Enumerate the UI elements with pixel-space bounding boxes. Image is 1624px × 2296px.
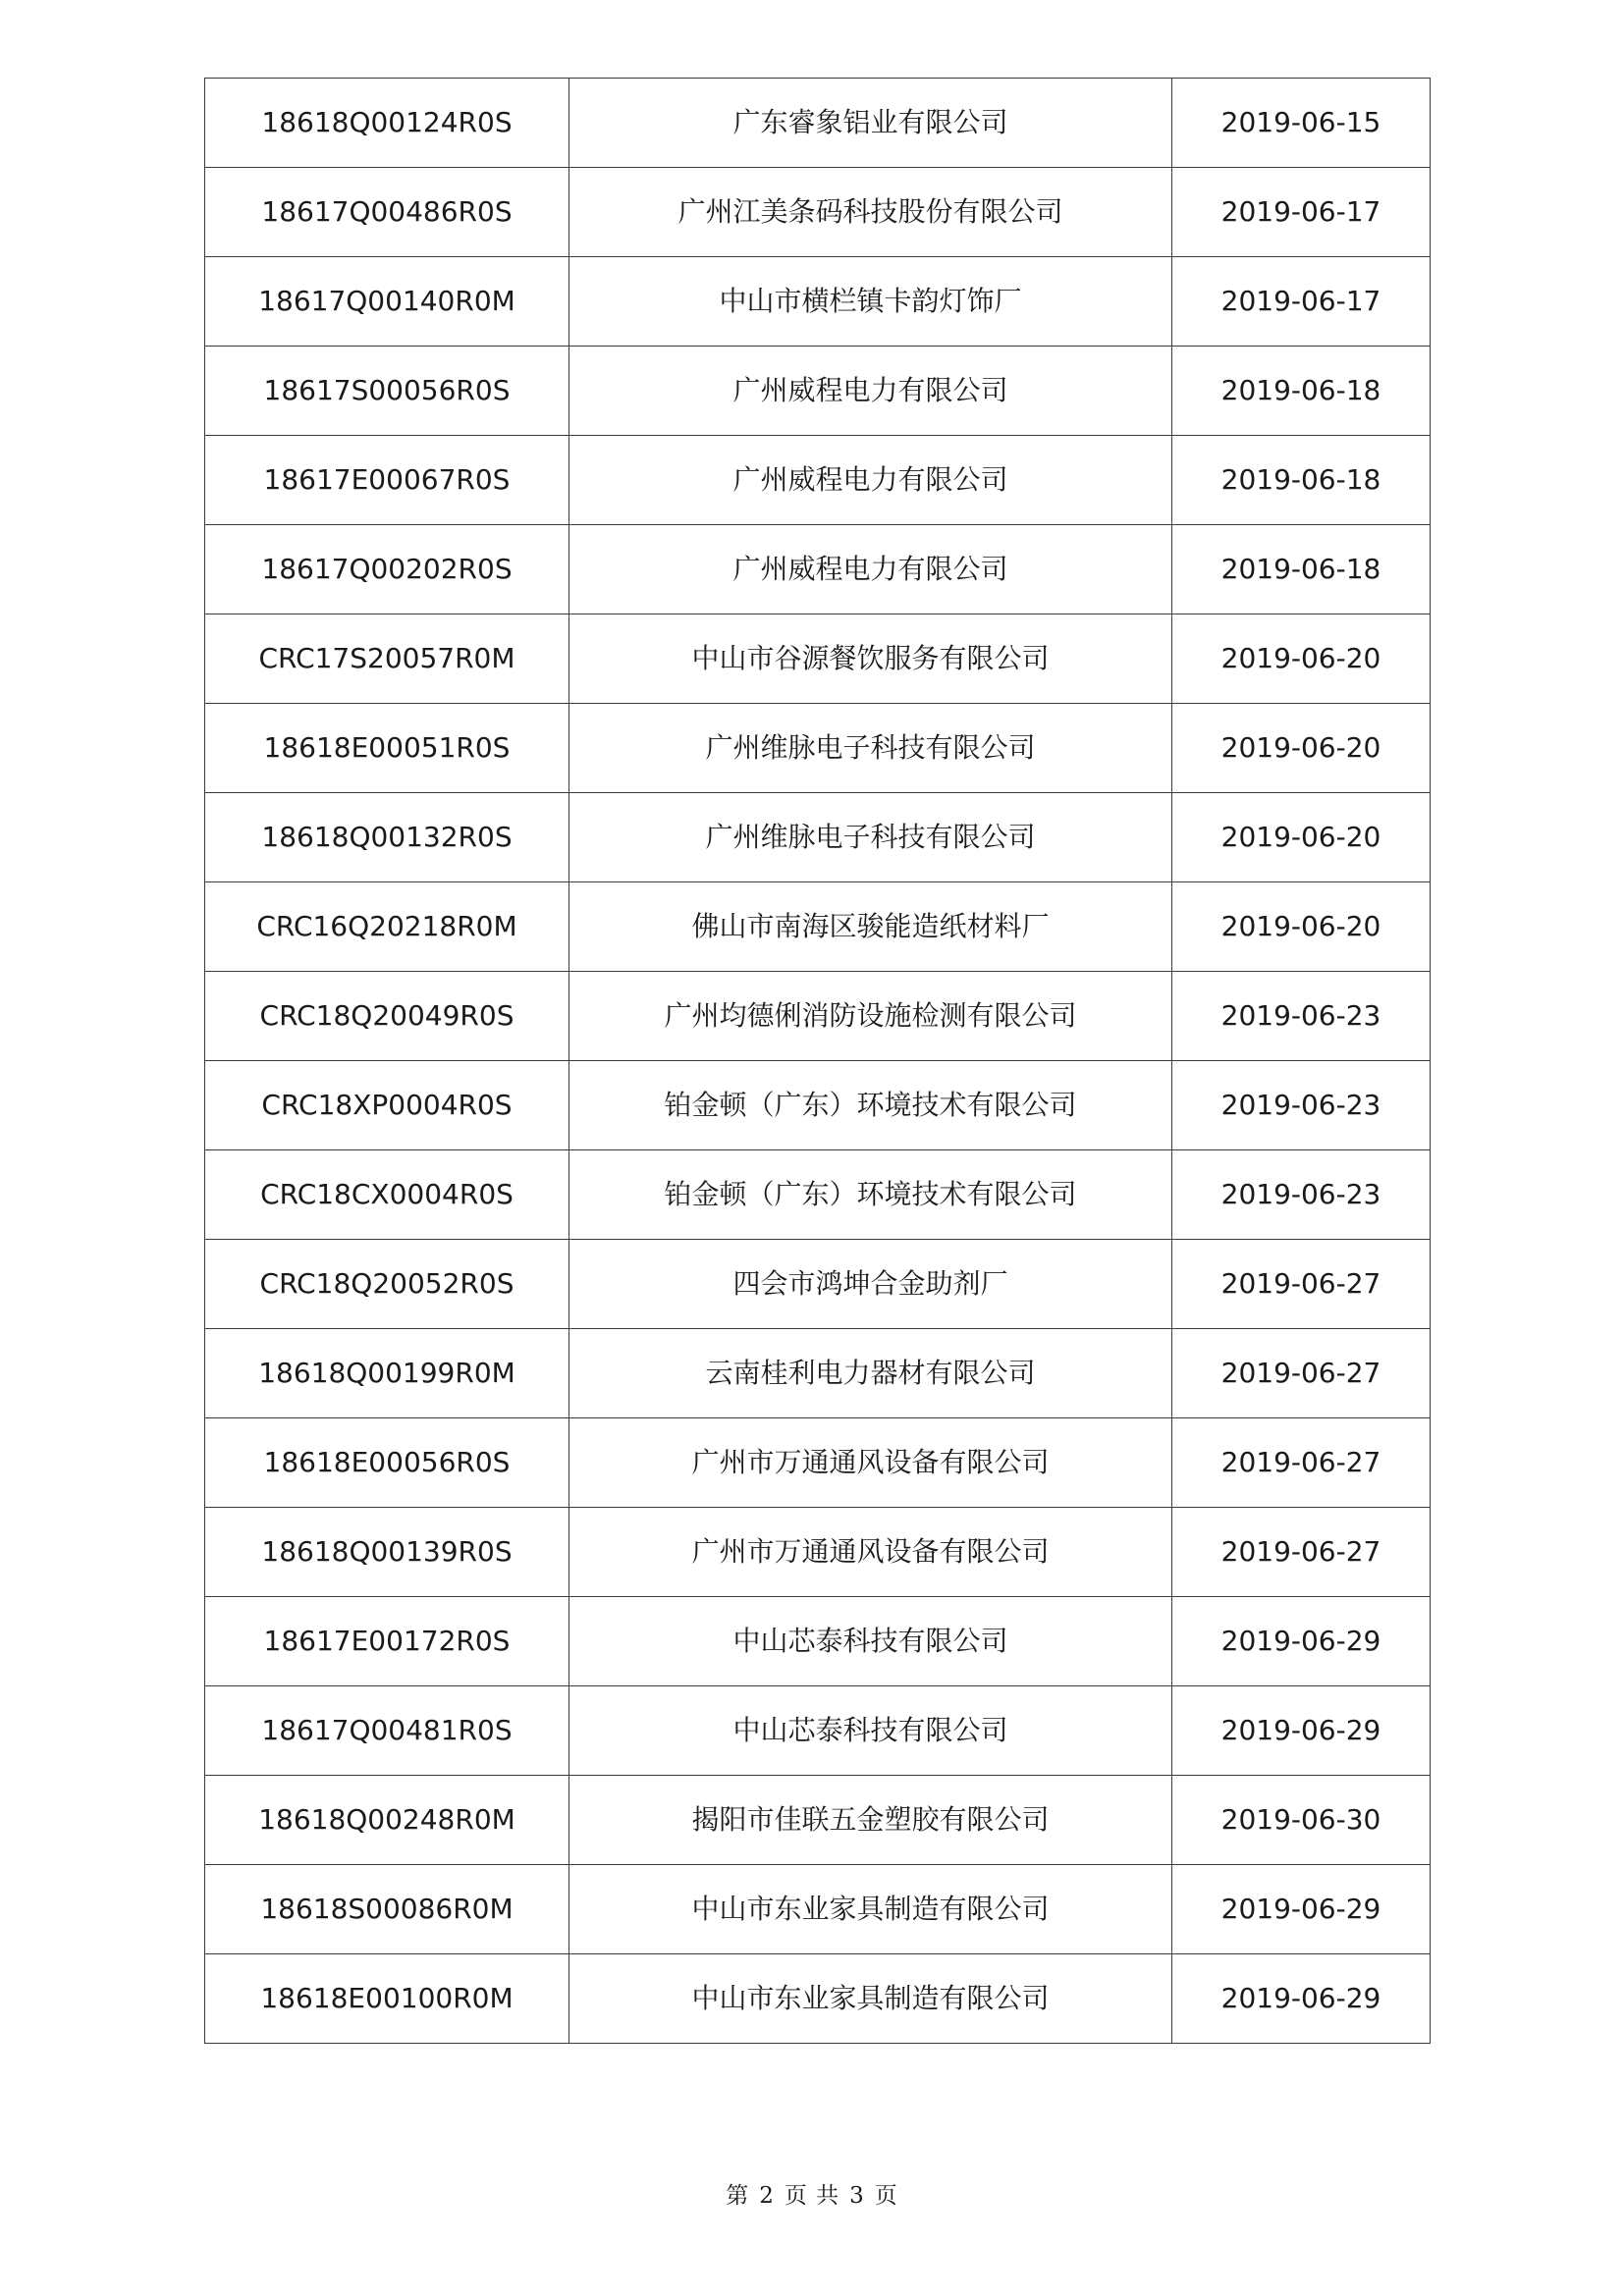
certificate-number-cell: CRC18XP0004R0S bbox=[205, 1061, 569, 1150]
certificate-number-cell: CRC18CX0004R0S bbox=[205, 1150, 569, 1240]
issue-date-cell: 2019-06-29 bbox=[1172, 1865, 1431, 1954]
table-row bbox=[205, 1061, 1431, 1150]
issue-date-cell: 2019-06-20 bbox=[1172, 614, 1431, 704]
company-name-cell: 广州市万通通风设备有限公司 bbox=[569, 1508, 1172, 1597]
issue-date-cell: 2019-06-17 bbox=[1172, 257, 1431, 347]
issue-date-cell: 2019-06-27 bbox=[1172, 1508, 1431, 1597]
issue-date-cell: 2019-06-23 bbox=[1172, 1061, 1431, 1150]
company-name-cell: 中山芯泰科技有限公司 bbox=[569, 1686, 1172, 1776]
certificate-number-cell: 18618Q00132R0S bbox=[205, 793, 569, 882]
table-row bbox=[205, 168, 1431, 257]
company-name-cell: 中山市东业家具制造有限公司 bbox=[569, 1865, 1172, 1954]
table-row bbox=[205, 704, 1431, 793]
table-row bbox=[205, 1508, 1431, 1597]
issue-date-cell: 2019-06-29 bbox=[1172, 1954, 1431, 2044]
certificate-number-cell: 18618E00056R0S bbox=[205, 1418, 569, 1508]
issue-date-cell: 2019-06-27 bbox=[1172, 1329, 1431, 1418]
certificate-number-cell: 18618Q00199R0M bbox=[205, 1329, 569, 1418]
certificate-number-cell: 18617Q00202R0S bbox=[205, 525, 569, 614]
company-name-cell: 广州威程电力有限公司 bbox=[569, 347, 1172, 436]
table-row bbox=[205, 1776, 1431, 1865]
certificate-number-cell: 18618E00051R0S bbox=[205, 704, 569, 793]
certificate-number-cell: CRC17S20057R0M bbox=[205, 614, 569, 704]
company-name-cell: 广州威程电力有限公司 bbox=[569, 525, 1172, 614]
certificate-number-cell: 18617E00067R0S bbox=[205, 436, 569, 525]
table-row bbox=[205, 1240, 1431, 1329]
footer-mid: 页 共 bbox=[784, 2183, 840, 2209]
footer-suffix: 页 bbox=[874, 2183, 898, 2209]
issue-date-cell: 2019-06-20 bbox=[1172, 882, 1431, 972]
table-row bbox=[205, 793, 1431, 882]
company-name-cell: 中山芯泰科技有限公司 bbox=[569, 1597, 1172, 1686]
certificate-number-cell: 18618Q00124R0S bbox=[205, 79, 569, 168]
issue-date-cell: 2019-06-23 bbox=[1172, 1150, 1431, 1240]
company-name-cell: 中山市东业家具制造有限公司 bbox=[569, 1954, 1172, 2044]
table-row bbox=[205, 1329, 1431, 1418]
certificate-number-cell: 18617Q00481R0S bbox=[205, 1686, 569, 1776]
company-name-cell: 广州江美条码科技股份有限公司 bbox=[569, 168, 1172, 257]
certificate-number-cell: 18617S00056R0S bbox=[205, 347, 569, 436]
company-name-cell: 广州维脉电子科技有限公司 bbox=[569, 704, 1172, 793]
certificate-number-cell: 18618Q00139R0S bbox=[205, 1508, 569, 1597]
footer-total-pages: 3 bbox=[849, 2183, 865, 2209]
table-row bbox=[205, 1686, 1431, 1776]
certificate-number-cell: 18617Q00140R0M bbox=[205, 257, 569, 347]
certificate-number-cell: CRC18Q20052R0S bbox=[205, 1240, 569, 1329]
company-name-cell: 云南桂利电力器材有限公司 bbox=[569, 1329, 1172, 1418]
table-row bbox=[205, 1150, 1431, 1240]
issue-date-cell: 2019-06-27 bbox=[1172, 1418, 1431, 1508]
page-footer bbox=[0, 2177, 1624, 2210]
table-row bbox=[205, 972, 1431, 1061]
company-name-cell: 中山市谷源餐饮服务有限公司 bbox=[569, 614, 1172, 704]
issue-date-cell: 2019-06-18 bbox=[1172, 525, 1431, 614]
footer-page-number: 2 bbox=[759, 2183, 775, 2209]
certificate-number-cell: 18617E00172R0S bbox=[205, 1597, 569, 1686]
certificate-number-cell: CRC16Q20218R0M bbox=[205, 882, 569, 972]
issue-date-cell: 2019-06-29 bbox=[1172, 1597, 1431, 1686]
company-name-cell: 铂金顿（广东）环境技术有限公司 bbox=[569, 1150, 1172, 1240]
issue-date-cell: 2019-06-23 bbox=[1172, 972, 1431, 1061]
certificate-table-body bbox=[205, 79, 1431, 2044]
footer-prefix: 第 bbox=[726, 2183, 750, 2209]
issue-date-cell: 2019-06-15 bbox=[1172, 79, 1431, 168]
table-row bbox=[205, 79, 1431, 168]
certificate-number-cell: 18618E00100R0M bbox=[205, 1954, 569, 2044]
company-name-cell: 广州市万通通风设备有限公司 bbox=[569, 1418, 1172, 1508]
company-name-cell: 广州均德俐消防设施检测有限公司 bbox=[569, 972, 1172, 1061]
issue-date-cell: 2019-06-20 bbox=[1172, 793, 1431, 882]
table-row bbox=[205, 257, 1431, 347]
table-row bbox=[205, 436, 1431, 525]
issue-date-cell: 2019-06-17 bbox=[1172, 168, 1431, 257]
table-row bbox=[205, 1597, 1431, 1686]
issue-date-cell: 2019-06-30 bbox=[1172, 1776, 1431, 1865]
company-name-cell: 广东睿象铝业有限公司 bbox=[569, 79, 1172, 168]
company-name-cell: 广州威程电力有限公司 bbox=[569, 436, 1172, 525]
issue-date-cell: 2019-06-27 bbox=[1172, 1240, 1431, 1329]
issue-date-cell: 2019-06-20 bbox=[1172, 704, 1431, 793]
certificate-number-cell: 18618S00086R0M bbox=[205, 1865, 569, 1954]
certificate-number-cell: 18618Q00248R0M bbox=[205, 1776, 569, 1865]
company-name-cell: 中山市横栏镇卡韵灯饰厂 bbox=[569, 257, 1172, 347]
table-row bbox=[205, 1954, 1431, 2044]
table-row bbox=[205, 1865, 1431, 1954]
issue-date-cell: 2019-06-29 bbox=[1172, 1686, 1431, 1776]
company-name-cell: 四会市鸿坤合金助剂厂 bbox=[569, 1240, 1172, 1329]
issue-date-cell: 2019-06-18 bbox=[1172, 347, 1431, 436]
company-name-cell: 佛山市南海区骏能造纸材料厂 bbox=[569, 882, 1172, 972]
table-row bbox=[205, 347, 1431, 436]
table-row bbox=[205, 882, 1431, 972]
table-row bbox=[205, 1418, 1431, 1508]
table-row bbox=[205, 525, 1431, 614]
company-name-cell: 揭阳市佳联五金塑胶有限公司 bbox=[569, 1776, 1172, 1865]
issue-date-cell: 2019-06-18 bbox=[1172, 436, 1431, 525]
certificate-number-cell: 18617Q00486R0S bbox=[205, 168, 569, 257]
certificate-table bbox=[204, 78, 1431, 2044]
company-name-cell: 广州维脉电子科技有限公司 bbox=[569, 793, 1172, 882]
company-name-cell: 铂金顿（广东）环境技术有限公司 bbox=[569, 1061, 1172, 1150]
certificate-number-cell: CRC18Q20049R0S bbox=[205, 972, 569, 1061]
table-row bbox=[205, 614, 1431, 704]
